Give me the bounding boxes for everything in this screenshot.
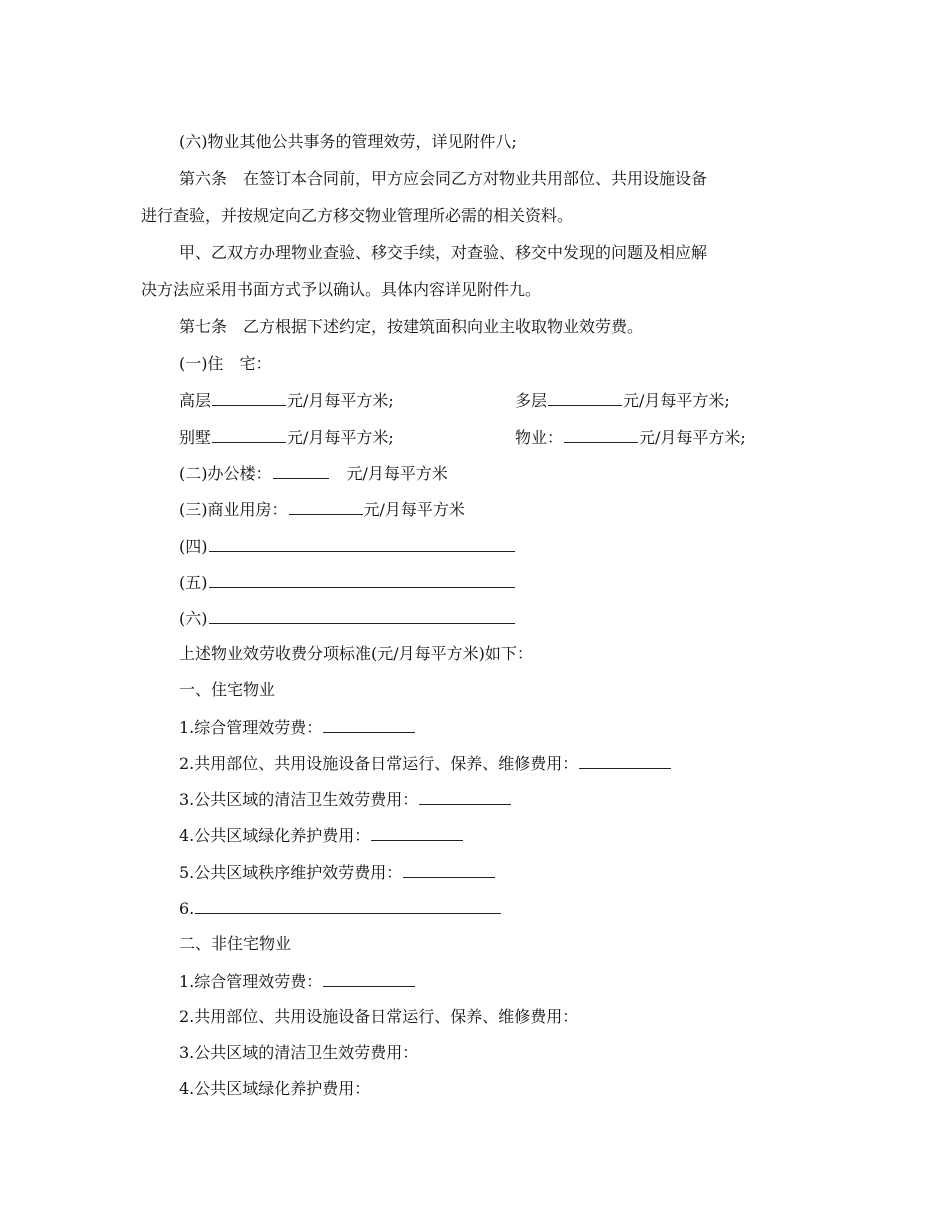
nonres-item-3: 3.公共区域的清洁卫生效劳费用：	[179, 1043, 419, 1062]
residential-section-title: 一、住宅物业	[179, 680, 276, 699]
blank-field	[323, 970, 415, 987]
article-6-line2: 进行查验，并按规定向乙方移交物业管理所必需的相关资料。	[141, 206, 574, 225]
blank-field	[195, 897, 501, 914]
clause-item-6: (六)物业其他公共事务的管理效劳，详见附件八;	[179, 132, 517, 151]
blank-field	[564, 426, 638, 443]
blank-field	[403, 861, 495, 878]
res-item-2: 2.共用部位、共用设施设备日常运行、保养、维修费用：	[179, 752, 672, 774]
fee-highrise: 高层 元/月每平方米;	[179, 391, 394, 410]
blank-field	[323, 716, 415, 733]
fee-item-5: (五)	[179, 571, 516, 593]
blank-field	[212, 426, 286, 443]
nonres-item-2: 2.共用部位、共用设施设备日常运行、保养、维修费用：	[179, 1007, 579, 1026]
res-item-6: 6.	[179, 897, 502, 919]
fee-office: (二)办公楼： 元/月每平方米	[179, 464, 448, 483]
blank-field	[548, 389, 622, 406]
nonres-item-1: 1.综合管理效劳费：	[179, 970, 416, 992]
residential-heading: (一)住 宅：	[179, 354, 272, 373]
res-item-3: 3.公共区域的清洁卫生效劳费用：	[179, 788, 512, 810]
blank-field	[371, 824, 463, 841]
blank-field	[212, 389, 286, 406]
nonresidential-section-title: 二、非住宅物业	[179, 934, 292, 953]
blank-field	[273, 462, 329, 479]
fee-villa: 别墅 元/月每平方米;	[179, 428, 394, 447]
fee-item-6: (六)	[179, 607, 516, 629]
nonres-item-4: 4.公共区域绿化养护费用：	[179, 1079, 371, 1098]
fee-property: 物业： 元/月每平方米;	[515, 428, 746, 447]
standard-intro: 上述物业效劳收费分项标准(元/月每平方米)如下：	[179, 644, 533, 663]
article-6-line1: 第六条 在签订本合同前，甲方应会同乙方对物业共用部位、共用设施设备	[179, 169, 708, 188]
blank-field	[289, 498, 363, 515]
blank-field	[579, 752, 671, 769]
res-item-1: 1.综合管理效劳费：	[179, 716, 416, 738]
fee-item-4: (四)	[179, 535, 516, 557]
blank-field	[209, 571, 515, 588]
article-7: 第七条 乙方根据下述约定，按建筑面积向业主收取物业效劳费。	[179, 317, 644, 336]
res-item-4: 4.公共区域绿化养护费用：	[179, 824, 464, 846]
paragraph-line1: 甲、乙双方办理物业查验、移交手续，对查验、移交中发现的问题及相应解	[179, 243, 708, 262]
paragraph-line2: 决方法应采用书面方式予以确认。具体内容详见附件九。	[141, 280, 542, 299]
fee-multistory: 多层 元/月每平方米;	[515, 391, 730, 410]
blank-field	[419, 788, 511, 805]
fee-commercial: (三)商业用房： 元/月每平方米	[179, 500, 465, 519]
blank-field	[209, 535, 515, 552]
blank-field	[209, 607, 515, 624]
res-item-5: 5.公共区域秩序维护效劳费用：	[179, 861, 496, 883]
